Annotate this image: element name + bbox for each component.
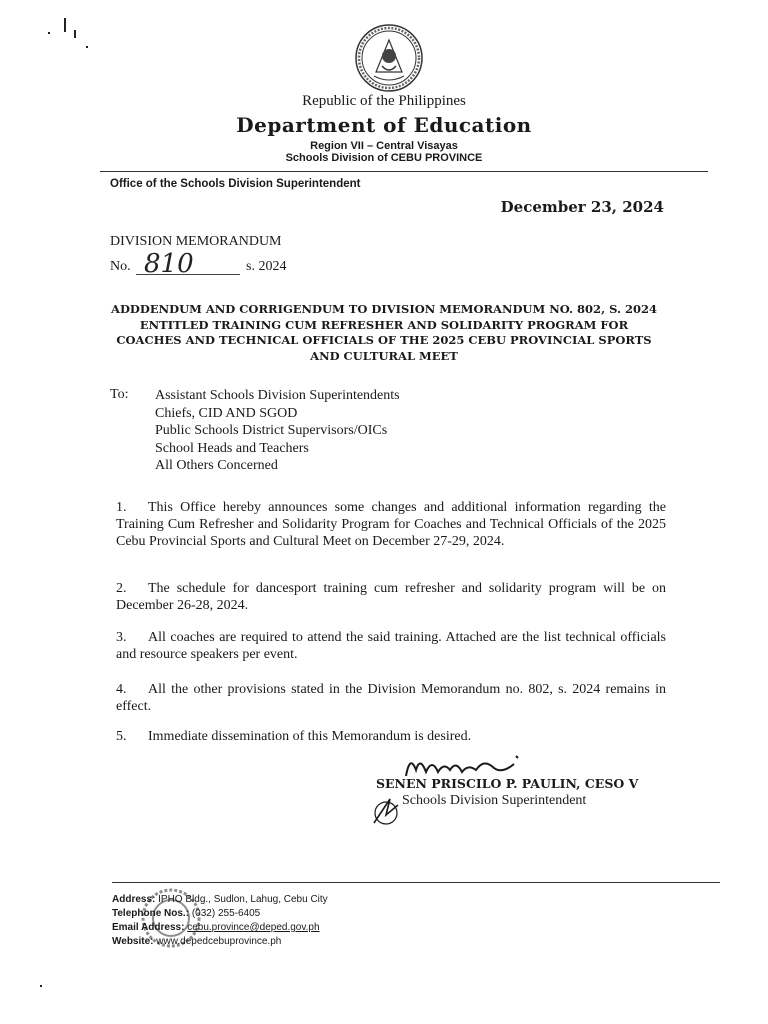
paragraph-text: This Office hereby announces some changes and additional information regarding the Training Cum Refresher and Solidarity Program for Coaches and Technical Officials of the 2025 Cebu Provincial Sports and Cultural Meet on December 27-29, 2024. <box>116 500 666 549</box>
region-name: Region VII – Central Visayas <box>310 140 458 152</box>
department-name: Department of Education <box>236 113 532 137</box>
memo-date: December 23, 2024 <box>500 198 664 216</box>
paragraph-text: The schedule for dancesport training cum refresher and solidarity program will be on December 26-28, 2024. <box>116 581 666 613</box>
recipient-item: Public Schools District Supervisors/OICs <box>155 423 388 438</box>
header-divider <box>100 171 708 172</box>
deped-seal-icon <box>354 22 424 94</box>
division-name: Schools Division of CEBU PROVINCE <box>285 152 483 164</box>
signatory-name: SENEN PRISCILO P. PAULIN, CESO V <box>376 776 639 791</box>
paragraph-4 <box>116 681 666 715</box>
website-link[interactable]: www.depedcebuprovince.ph <box>156 936 282 947</box>
paragraph-text: All the other provisions stated in the Division Memorandum no. 802, s. 2024 remains in effect. <box>116 682 666 714</box>
paragraph-number: 3. <box>116 630 127 645</box>
recipient-item: School Heads and Teachers <box>155 440 309 456</box>
paragraph-number: 1. <box>116 500 127 515</box>
paragraph-number: 5. <box>116 729 127 744</box>
paragraph-1 <box>116 499 666 550</box>
scan-speck <box>64 18 66 32</box>
memo-label: DIVISION MEMORANDUM <box>110 234 282 249</box>
paragraph-3 <box>116 629 666 663</box>
scan-speck <box>40 985 42 987</box>
recipient-list <box>155 387 400 475</box>
paragraph-text: All coaches are required to attend the said training. Attached are the list technical officials and resource speakers per event. <box>116 630 666 662</box>
to-label: To: <box>110 387 129 402</box>
footer-divider <box>112 882 720 883</box>
footer-contact <box>112 893 328 949</box>
scan-speck <box>86 46 88 48</box>
recipient-item: All Others Concerned <box>155 458 278 473</box>
paragraph-5 <box>116 728 666 745</box>
footer-address: Address: IPHO Bldg., Sudlon, Lahug, Cebu City <box>112 894 328 905</box>
memo-series: s. 2024 <box>246 259 287 274</box>
footer-email: Email Address: cebu.province@deped.gov.ph <box>112 922 320 933</box>
memo-no-prefix: No. <box>110 259 131 274</box>
scan-speck <box>48 32 50 34</box>
republic-header: Republic of the Philippines <box>302 93 466 109</box>
memo-subject: ADDDENDUM AND CORRIGENDUM TO DIVISION MEMORANDUM NO. 802, S. 2024 ENTITLED TRAINING CUM REFRESHER AND SOLIDARITY PROGRAM FOR COACHES AND TECHNICAL OFFICIALS OF THE 2025 CEBU PROVINCIAL SPORTS AND CULTURAL MEET <box>111 302 657 363</box>
recipient-item: Assistant Schools Division Superintendents <box>155 388 400 403</box>
scan-speck <box>74 30 76 38</box>
office-name: Office of the Schools Division Superintendent <box>110 178 361 190</box>
email-link[interactable]: cebu.province@deped.gov.ph <box>187 922 320 933</box>
signatory-title: Schools Division Superintendent <box>402 793 587 808</box>
initials-mark <box>368 793 404 827</box>
paragraph-text: Immediate dissemination of this Memorandum is desired. <box>148 729 472 744</box>
paragraph-number: 2. <box>116 581 127 596</box>
footer-website: Website: www.depedcebuprovince.ph <box>112 936 282 947</box>
recipient-item: Chiefs, CID AND SGOD <box>155 405 298 421</box>
paragraph-number: 4. <box>116 682 127 697</box>
memo-number: 810 <box>144 249 194 279</box>
memo-number-row <box>110 249 410 279</box>
footer-phone: Telephone Nos.: (032) 255-6405 <box>112 908 261 919</box>
paragraph-2 <box>116 580 666 614</box>
